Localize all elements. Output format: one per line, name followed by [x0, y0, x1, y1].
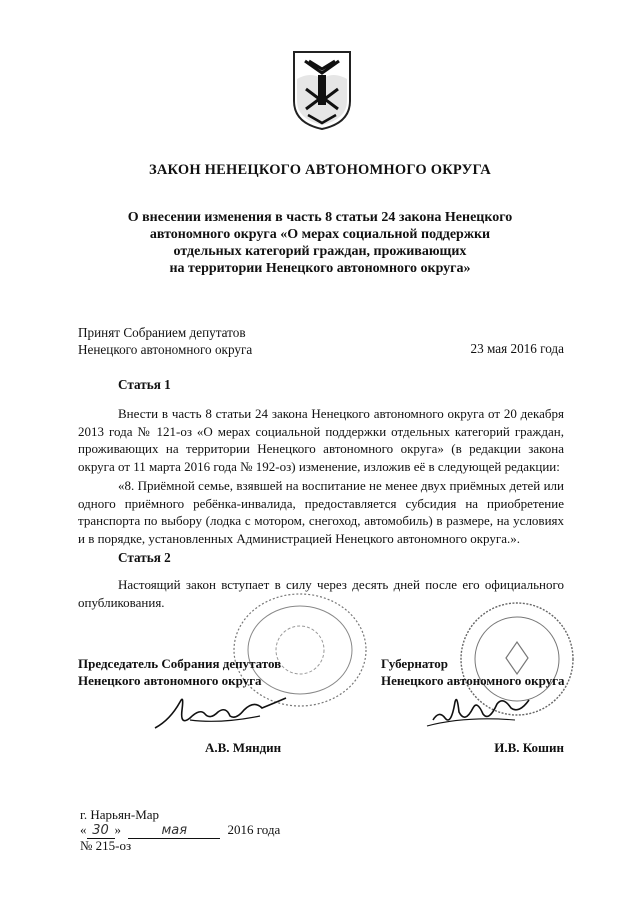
chairman-title — [78, 655, 281, 689]
law-title: ЗАКОН НЕНЕЦКОГО АВТОНОМНОГО ОКРУГА — [149, 162, 491, 178]
governor-title-line: Губернатор — [381, 656, 449, 671]
quote-close: » — [114, 822, 121, 837]
chairman-title-line: Ненецкого автономного округа — [78, 673, 262, 688]
adopted-by-line: Ненецкого автономного округа — [78, 342, 253, 357]
signing-date — [80, 822, 280, 839]
governor-signature — [425, 690, 535, 730]
adopted-by-line: Принят Собранием депутатов — [78, 325, 246, 340]
date-year: 2016 года — [227, 822, 281, 837]
article-1-paragraph: Внести в часть 8 статьи 24 закона Ненецкого автономного округа от 20 декабря 2013 года № 121-оз «О мерах социальной поддержки отдельных категорий граждан, проживающих на территории Ненецкого автономного округа» (в редакции закона округа от 11 марта 2016 года № 192-оз) изменение, изложив её в следующей редакции: — [78, 406, 564, 474]
chairman-signature — [150, 690, 290, 735]
law-number: № 215-оз — [80, 838, 132, 853]
quote-open: « — [80, 822, 87, 837]
article-2-heading: Статья 2 — [118, 550, 171, 565]
date-month: мая — [128, 823, 220, 839]
governor-title — [381, 655, 565, 689]
chairman-name: А.В. Мяндин — [205, 740, 282, 755]
coat-of-arms-emblem — [291, 49, 353, 131]
article-2-paragraph: Настоящий закон вступает в силу через десять дней после его официального опубликования. — [78, 577, 564, 610]
adopted-by — [78, 324, 252, 358]
governor-title-line: Ненецкого автономного округа — [381, 673, 565, 688]
chairman-title-line: Председатель Собрания депутатов — [78, 656, 282, 671]
governor-name: И.В. Кошин — [494, 740, 564, 755]
subtitle-line: отдельных категорий граждан, проживающих — [173, 244, 467, 259]
article-1-amendment-text: «8. Приёмной семье, взявшей на воспитание не менее двух приёмных детей или одного приёмного ребёнка-инвалида, предоставляется субсидия на приобретение транспорта по выбору (лодка с мотором, снегоход, автомобиль) в размере, на условиях и в порядке, установленных Администрацией Ненецкого автономного округа.». — [78, 478, 564, 546]
subtitle-line: О внесении изменения в часть 8 статьи 24 закона Ненецкого — [127, 210, 513, 225]
article-1-heading: Статья 1 — [118, 377, 171, 392]
place-of-signing: г. Нарьян-Мар — [80, 807, 160, 822]
subtitle-line: на территории Ненецкого автономного округа» — [169, 261, 471, 276]
law-subtitle — [60, 209, 580, 277]
date-day: 30 — [87, 823, 115, 839]
adoption-date: 23 мая 2016 года — [470, 341, 564, 356]
subtitle-line: автономного округа «О мерах социальной поддержки — [149, 227, 491, 242]
